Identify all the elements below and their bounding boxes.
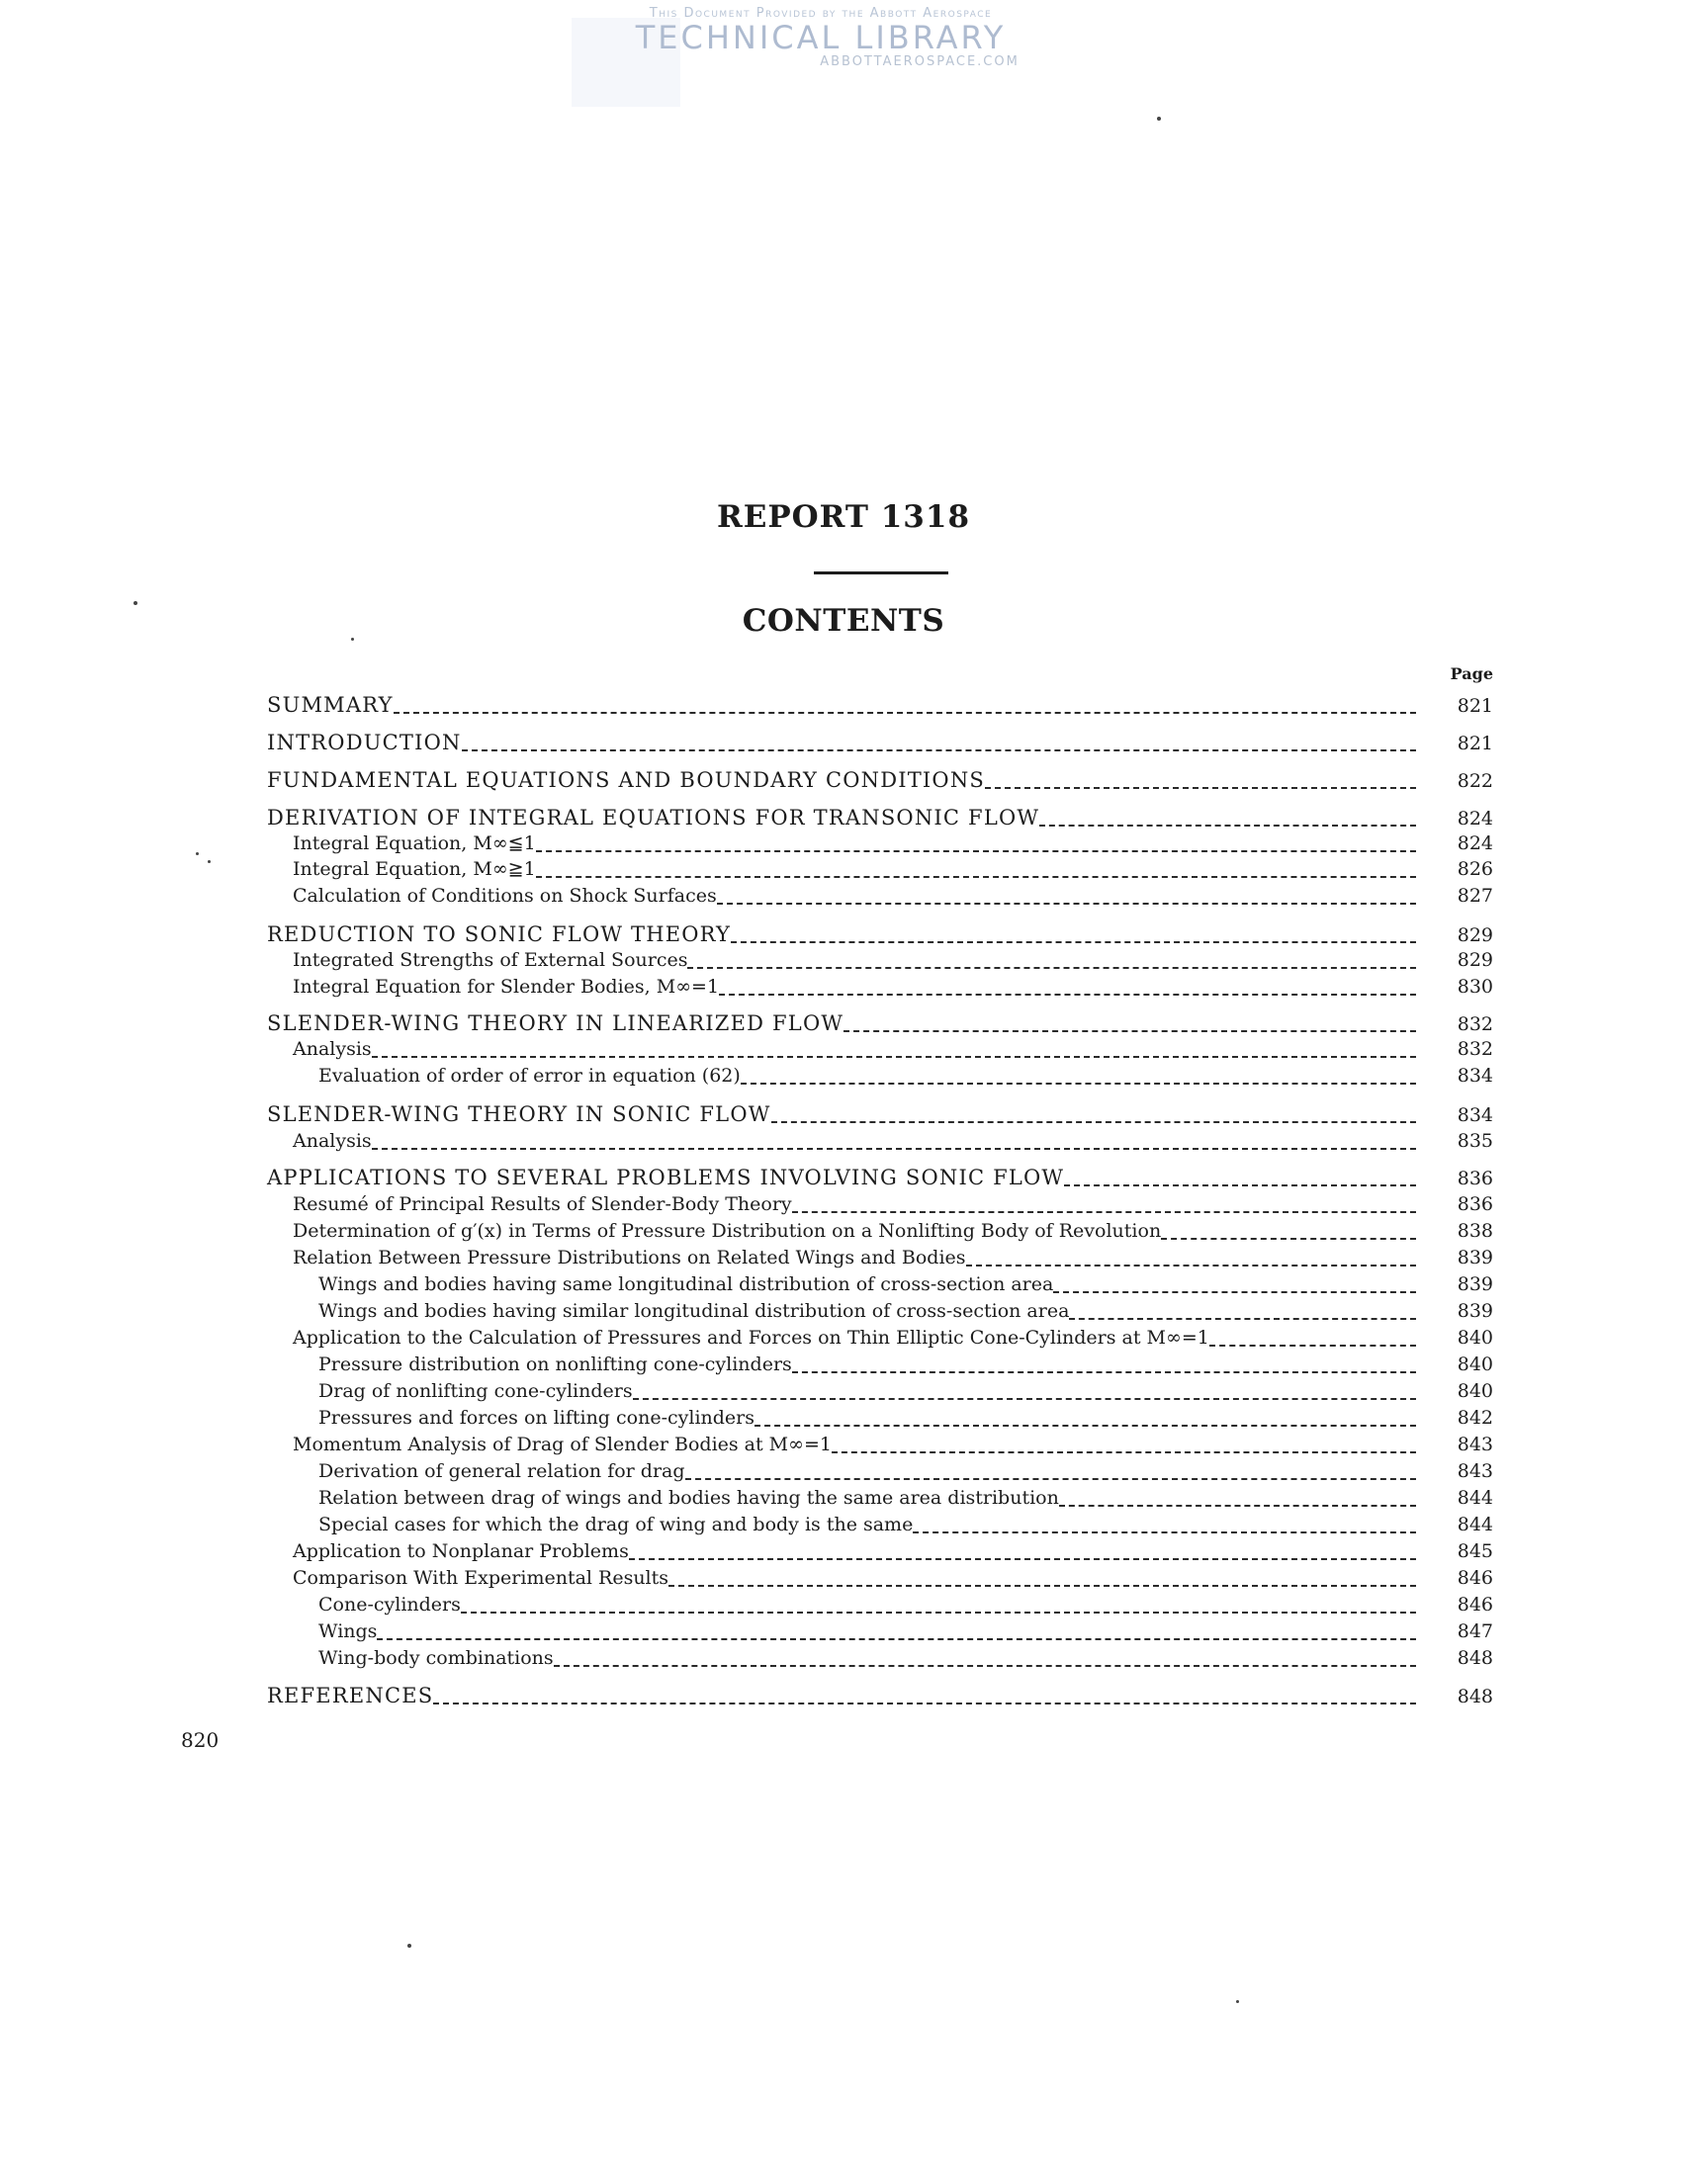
toc-leader-dots [1039, 823, 1416, 827]
toc-entry-title: Integral Equation for Slender Bodies, M∞=1 [293, 976, 720, 998]
toc-section-entry [267, 1101, 1493, 1127]
toc-entry-title: Wings [318, 1620, 378, 1642]
toc-subsection-entry [267, 1191, 1493, 1217]
toc-entry-page: 824 [1457, 808, 1493, 830]
scan-speck [208, 860, 211, 863]
toc-leader-dots [1209, 1343, 1416, 1347]
toc-entry-title: Wing-body combinations [318, 1647, 554, 1669]
toc-section-entry [267, 767, 1493, 793]
toc-entry-title: Integrated Strengths of External Sources [293, 949, 688, 971]
toc-entry-title: Cone-cylinders [318, 1594, 461, 1616]
toc-leader-dots [633, 1396, 1416, 1400]
toc-entry-page: 834 [1457, 1065, 1493, 1087]
toc-leader-dots [372, 1054, 1416, 1058]
toc-subsection-entry [267, 856, 1493, 882]
toc-entry-page: 848 [1457, 1686, 1493, 1707]
scan-speck [407, 1944, 411, 1948]
toc-entry-title: DERIVATION OF INTEGRAL EQUATIONS FOR TRANSONIC FLOW [267, 806, 1040, 830]
toc-entry-page: 829 [1457, 949, 1493, 971]
toc-leader-dots [832, 1449, 1416, 1453]
toc-leader-dots [966, 1263, 1416, 1267]
toc-entry-page: 847 [1457, 1620, 1493, 1642]
toc-entry-page: 846 [1457, 1567, 1493, 1589]
toc-subsubsection-entry [267, 1063, 1493, 1089]
toc-entry-title: SUMMARY [267, 693, 394, 717]
toc-section-entry [267, 1165, 1493, 1190]
toc-entry-page: 838 [1457, 1220, 1493, 1242]
toc-subsection-entry [267, 1218, 1493, 1244]
toc-entry-page: 840 [1457, 1380, 1493, 1402]
toc-subsubsection-entry [267, 1352, 1493, 1377]
toc-subsubsection-entry [267, 1592, 1493, 1617]
toc-entry-title: Determination of g′(x) in Terms of Pressure Distribution on a Nonlifting Body of Revolution [293, 1220, 1162, 1242]
toc-subsection-entry [267, 1565, 1493, 1591]
toc-subsection-entry [267, 1325, 1493, 1351]
toc-subsubsection-entry [267, 1378, 1493, 1404]
title-rule [814, 571, 948, 574]
toc-entry-page: 827 [1457, 885, 1493, 907]
toc-entry-page: 844 [1457, 1514, 1493, 1535]
toc-section-entry [267, 805, 1493, 830]
toc-entry-title: INTRODUCTION [267, 731, 462, 754]
toc-entry-title: Wings and bodies having same longitudinal distribution of cross-section area [318, 1273, 1054, 1295]
toc-entry-page: 844 [1457, 1487, 1493, 1509]
toc-entry-page: 821 [1457, 733, 1493, 754]
scan-speck [1157, 117, 1161, 121]
toc-section-entry [267, 1683, 1493, 1708]
toc-entry-title: Analysis [293, 1130, 372, 1152]
toc-entry-page: 839 [1457, 1247, 1493, 1268]
toc-leader-dots [844, 1028, 1416, 1032]
toc-entry-title: Evaluation of order of error in equation (62) [318, 1065, 741, 1087]
toc-entry-title: SLENDER-WING THEORY IN LINEARIZED FLOW [267, 1011, 844, 1035]
toc-entry-page: 830 [1457, 976, 1493, 998]
toc-leader-dots [792, 1369, 1416, 1373]
toc-entry-title: Analysis [293, 1038, 372, 1060]
toc-subsection-entry [267, 1128, 1493, 1154]
toc-subsection-entry [267, 974, 1493, 1000]
toc-subsection-entry [267, 1036, 1493, 1062]
toc-entry-title: Relation between drag of wings and bodies having the same area distribution [318, 1487, 1059, 1509]
toc-leader-dots [771, 1119, 1416, 1123]
toc-entry-page: 845 [1457, 1540, 1493, 1562]
toc-subsection-entry [267, 1245, 1493, 1270]
toc-entry-title: Application to Nonplanar Problems [293, 1540, 629, 1562]
toc-entry-title: Calculation of Conditions on Shock Surfaces [293, 885, 717, 907]
toc-entry-title: APPLICATIONS TO SEVERAL PROBLEMS INVOLVING SONIC FLOW [267, 1166, 1065, 1189]
toc-entry-page: 839 [1457, 1273, 1493, 1295]
toc-entry-page: 834 [1457, 1104, 1493, 1126]
toc-leader-dots [913, 1529, 1416, 1533]
toc-entry-page: 836 [1457, 1168, 1493, 1189]
toc-subsubsection-entry [267, 1512, 1493, 1537]
toc-entry-page: 843 [1457, 1460, 1493, 1482]
toc-leader-dots [731, 939, 1416, 943]
toc-entry-page: 832 [1457, 1038, 1493, 1060]
toc-leader-dots [461, 1610, 1416, 1614]
toc-entry-page: 829 [1457, 924, 1493, 946]
watermark-url: ABBOTTAEROSPACE.COM [820, 54, 1020, 69]
toc-leader-dots [394, 710, 1416, 714]
toc-subsubsection-entry [267, 1405, 1493, 1431]
toc-subsubsection-entry [267, 1618, 1493, 1644]
toc-leader-dots [377, 1636, 1416, 1640]
page-number: 820 [181, 1728, 220, 1752]
toc-leader-dots [629, 1556, 1416, 1560]
toc-leader-dots [536, 848, 1416, 852]
toc-subsubsection-entry [267, 1458, 1493, 1484]
toc-leader-dots [985, 785, 1416, 789]
toc-entry-page: 835 [1457, 1130, 1493, 1152]
toc-entry-page: 843 [1457, 1434, 1493, 1455]
toc-entry-title: Special cases for which the drag of wing and body is the same [318, 1514, 914, 1535]
toc-subsubsection-entry [267, 1485, 1493, 1511]
toc-section-entry [267, 730, 1493, 755]
watermark-technical-library: TECHNICAL LIBRARY [635, 19, 1007, 56]
toc-leader-dots [1064, 1182, 1416, 1186]
toc-entry-title: FUNDAMENTAL EQUATIONS AND BOUNDARY CONDITIONS [267, 768, 986, 792]
toc-leader-dots [792, 1209, 1416, 1213]
toc-section-entry [267, 921, 1493, 947]
toc-entry-page: 846 [1457, 1594, 1493, 1616]
toc-leader-dots [536, 874, 1416, 878]
toc-entry-page: 832 [1457, 1013, 1493, 1035]
toc-leader-dots [462, 747, 1416, 751]
toc-subsection-entry [267, 830, 1493, 856]
toc-subsubsection-entry [267, 1298, 1493, 1324]
toc-leader-dots [755, 1423, 1416, 1427]
scan-speck [1236, 2000, 1239, 2003]
toc-entry-title: Resumé of Principal Results of Slender-Body Theory [293, 1193, 792, 1215]
toc-entry-title: Comparison With Experimental Results [293, 1567, 669, 1589]
toc-subsection-entry [267, 1538, 1493, 1564]
toc-entry-title: Pressure distribution on nonlifting cone-cylinders [318, 1354, 792, 1375]
toc-entry-title: Integral Equation, M∞≦1 [293, 832, 536, 854]
toc-entry-title: REDUCTION TO SONIC FLOW THEORY [267, 922, 732, 946]
toc-leader-dots [1161, 1236, 1416, 1240]
toc-entry-title: Wings and bodies having similar longitudinal distribution of cross-section area [318, 1300, 1070, 1322]
toc-entry-page: 821 [1457, 695, 1493, 717]
toc-entry-page: 840 [1457, 1327, 1493, 1349]
watermark [554, 6, 1088, 75]
toc-entry-page: 840 [1457, 1354, 1493, 1375]
toc-entry-page: 848 [1457, 1647, 1493, 1669]
toc-subsection-entry [267, 883, 1493, 909]
toc-leader-dots [741, 1081, 1416, 1085]
contents-title: CONTENTS [742, 603, 945, 639]
toc-subsubsection-entry [267, 1645, 1493, 1671]
watermark-provided-by: This Document Provided by the Abbott Aerospace [649, 6, 993, 21]
toc-entry-title: Application to the Calculation of Pressures and Forces on Thin Elliptic Cone-Cylinders at M∞=1 [293, 1327, 1209, 1349]
toc-entry-title: REFERENCES [267, 1684, 434, 1707]
toc-entry-title: Drag of nonlifting cone-cylinders [318, 1380, 633, 1402]
toc-leader-dots [687, 965, 1416, 969]
toc-subsection-entry [267, 947, 1493, 973]
toc-entry-title: Derivation of general relation for drag [318, 1460, 685, 1482]
toc-entry-page: 836 [1457, 1193, 1493, 1215]
toc-entry-page: 824 [1457, 832, 1493, 854]
toc-entry-page: 842 [1457, 1407, 1493, 1429]
scan-speck [196, 852, 199, 855]
toc-entry-page: 839 [1457, 1300, 1493, 1322]
report-title: REPORT 1318 [716, 499, 971, 535]
toc-entry-title: Pressures and forces on lifting cone-cylinders [318, 1407, 755, 1429]
toc-leader-dots [554, 1663, 1416, 1667]
page-column-header: Page [1450, 664, 1493, 683]
toc-entry-title: Relation Between Pressure Distributions on Related Wings and Bodies [293, 1247, 966, 1268]
toc-leader-dots [719, 992, 1416, 996]
toc-entry-title: Momentum Analysis of Drag of Slender Bodies at M∞=1 [293, 1434, 832, 1455]
toc-entry-page: 826 [1457, 858, 1493, 880]
toc-subsection-entry [267, 1432, 1493, 1457]
toc-leader-dots [685, 1476, 1416, 1480]
toc-entry-title: SLENDER-WING THEORY IN SONIC FLOW [267, 1102, 771, 1126]
toc-leader-dots [668, 1583, 1416, 1587]
toc-section-entry [267, 692, 1493, 718]
toc-entry-page: 822 [1457, 770, 1493, 792]
toc-leader-dots [1053, 1289, 1416, 1293]
toc-subsubsection-entry [267, 1271, 1493, 1297]
toc-leader-dots [717, 901, 1416, 905]
toc-leader-dots [372, 1146, 1416, 1150]
toc-entry-title: Integral Equation, M∞≧1 [293, 858, 536, 880]
toc-section-entry [267, 1010, 1493, 1036]
toc-leader-dots [1069, 1316, 1416, 1320]
toc-leader-dots [433, 1701, 1416, 1704]
toc-leader-dots [1059, 1503, 1416, 1507]
